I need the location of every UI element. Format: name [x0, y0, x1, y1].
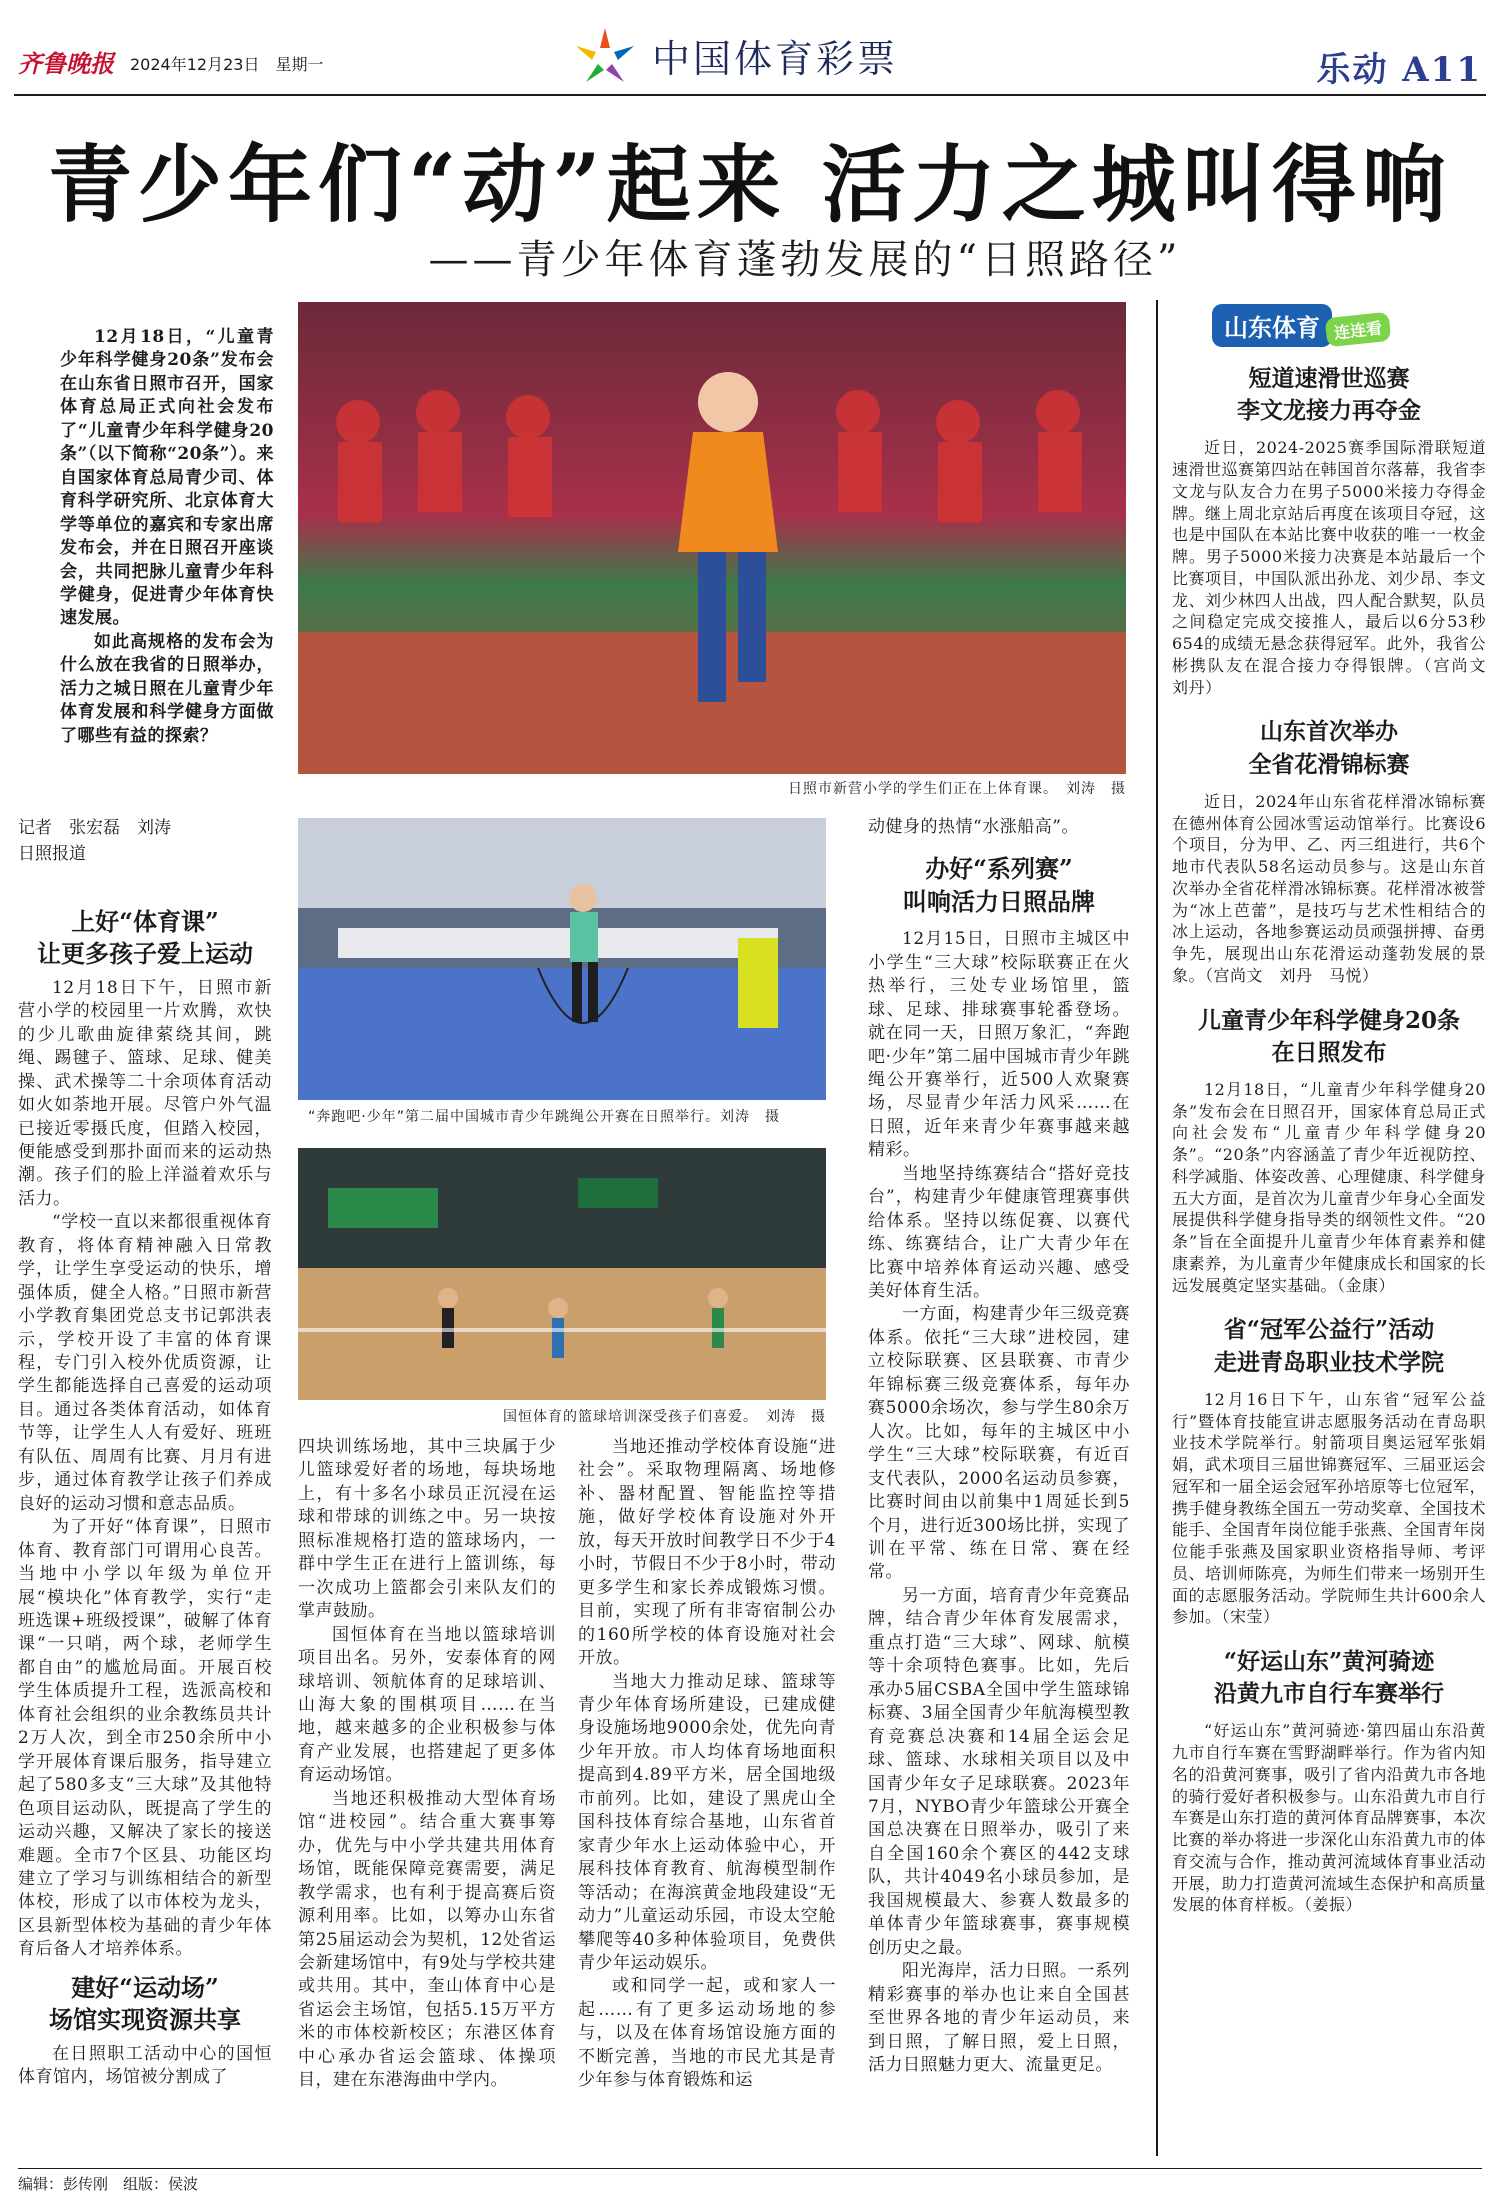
side-item-title: 儿童青少年科学健身20条 在日照发布	[1197, 1006, 1460, 1066]
side-item-text: “好运山东”黄河骑迹·第四届山东沿黄九市自行车赛在雪野湖畔举行。作为省内知名的沿黄河赛事，吸引了省内沿黄九市各地的骑行爱好者积极参与。山东沿黄九市自行车赛是山东打造的黄河体育品牌赛事，本次比赛的举办将进一步深化山东沿黄九市的体育交流与合作，推动黄河流域体育事业活动开展，助力打造黄河流域生态保护和高质量发展的体育样板。（姜振）	[1172, 1721, 1486, 1915]
col4-lead: 动健身的热情“水涨船高”。	[868, 817, 1079, 837]
byline-reporters: 记者 张宏磊 刘涛	[18, 818, 171, 838]
side-item-title: 短道速滑世巡赛 李文龙接力再夺金	[1237, 365, 1421, 425]
sidebar-shandong-sports	[1156, 300, 1486, 2156]
photo3-caption: 国恒体育的篮球培训深受孩子们喜爱。 刘涛 摄	[503, 1409, 826, 1425]
top-rule	[14, 94, 1486, 96]
sidebar-badge	[1212, 304, 1486, 347]
section-series: 办好“系列赛” 叫响活力日照品牌	[903, 854, 1095, 916]
side-item-text: 12月18日，“儿童青少年科学健身20条”发布会在日照召开，国家体育总局正式向社会发布“儿童青少年科学健身20条”。“20条”内容涵盖了青少年近视防控、科学减脂、体姿改善、心理健康、科学健身五大方面，是首次为儿童青少年身心全面发展提供科学健身指导类的纲领性文件。“20条”旨在全面提升儿童青少年体育素养和健康素养，为儿童青少年健康成长和国家的长远发展奠定坚实基础。（金康）	[1172, 1079, 1486, 1295]
side-item	[1172, 363, 1486, 698]
side-item-text: 近日，2024年山东省花样滑冰锦标赛在德州体育公园冰雪运动馆举行。比赛设6个项目，分为甲、乙、丙三组进行，共6个地市代表队58名运动员参与。这是山东首次举办全省花样滑冰锦标赛。花样滑冰被誉为“冰上芭蕾”，是技巧与艺术性相结合的冰上运动，各地参赛运动员顽强拼搏、奋勇争先，展现出山东花滑运动蓬勃发展的景象。（宫尚文 刘丹 马悦）	[1172, 791, 1486, 985]
side-item	[1172, 1005, 1486, 1297]
byline-location: 日照报道	[18, 843, 86, 864]
section-venues: 建好“运动场” 场馆实现资源共享	[49, 1972, 241, 2035]
side-item-title: 省“冠军公益行”活动 走进青岛职业技术学院	[1214, 1316, 1444, 1376]
page-label: 乐动 A11	[1316, 50, 1482, 90]
col4-p2: 当地坚持练赛结合“搭好竞技台”，构建青少年健康管理赛事供给体系。坚持以练促赛、以赛代练、练赛结合，让广大青少年在比赛中培养体育运动兴趣、感受美好体育生活。	[868, 1163, 1130, 1302]
lottery-name: 中国体育彩票	[652, 36, 899, 81]
col4-p5: 阳光海岸，活力日照。一系列精彩赛事的举办也让来自全国甚至世界各地的青少年运动员，来到日照，了解日照，爱上日照，活力日照魅力更大、流量更足。	[868, 1961, 1130, 2075]
column-2	[298, 1436, 556, 2156]
lottery-logo	[570, 22, 950, 88]
footer-editors: 编辑：彭传刚 组版：侯波	[18, 2168, 1482, 2194]
col3-p3: 或和同学一起，或和家人一起……有了更多运动场地的参与，以及在体育场馆设施方面的不断完善，当地的市民尤其是青少年参与体育锻炼和运	[578, 1976, 836, 2091]
intro-p2: 如此高规格的发布会为什么放在我省的日照举办，活力之城日照在儿童青少年体育发展和科学健身方面做了哪些有益的探索？	[60, 631, 274, 746]
photo1-caption: 日照市新营小学的学生们正在上体育课。 刘涛 摄	[788, 781, 1126, 797]
photo-rope-skipping	[298, 818, 826, 1100]
col1-p2: “学校一直以来都很重视体育教育，将体育精神融入日常教学，让学生享受运动的快乐，增强体质，健全人格。”日照市新营小学教育集团党总支书记郭洪表示，学校开设了丰富的体育课程，专门引入校外优质资源，让学生都能选择自己喜爱的运动项目。通过各类体育活动，如体育节等，让学生人人有爱好、班班有队伍、周周有比赛、月月有进步，通过体育教学让孩子们养成良好的运动习惯和意志品质。	[18, 1212, 272, 1514]
side-item-text: 近日，2024-2025赛季国际滑联短道速滑世巡赛第四站在韩国首尔落幕，我省李文龙与队友合力在男子5000米接力夺得金牌。继上周北京站后再度在该项目夺冠，这也是中国队在本站比赛中收获的唯一一枚金牌。男子5000米接力决赛是本站最后一个比赛项目，中国队派出孙龙、刘少昂、李文龙、刘少林四人出战，四人配合默契，队员之间稳定完成交接推人，最后以6分53秒654的成绩无悬念获得冠军。此外，我省公彬携队友在混合接力夺得银牌。（宫尚文 刘丹）	[1172, 438, 1486, 697]
lottery-star-icon	[570, 24, 640, 86]
badge-lianliankan: 连连看	[1325, 312, 1392, 348]
col2-p3: 当地还积极推动大型体育场馆“进校园”。结合重大赛事筹办，优先与中小学共建共用体育场馆，既能保障竞赛需要，满足教学需求，也有利于提高赛后资源利用率。比如，以筹办山东省第25届运动会为契机，12处省运会新建场馆中，有9处与学校共建或共用。其中，奎山体育中心是省运会主场馆，包括5.15万平方米的市体校新校区；东港区体育中心承办省运会篮球、体操项目，建在东港海曲中学内。	[298, 1788, 556, 2091]
col2-p1: 四块训练场地，其中三块属于少儿篮球爱好者的场地，每块场地上，有十多名小球员正沉浸在运球和带球的训练之中。另一块按照标准规格打造的篮球场内，一群中学生正在进行上篮训练，每一次成功上篮都会引来队友们的掌声鼓励。	[298, 1437, 556, 1622]
intro	[60, 326, 274, 746]
col3-p1: 当地还推动学校体育设施“进社会”。采取物理隔离、场地修补、器材配置、智能监控等措施，做好学校体育设施对外开放，每天开放时间教学日不少于4小时，节假日不少于8小时，带动更多学生和家长养成锻炼习惯。目前，实现了所有非寄宿制公办的160所学校的体育设施对社会开放。	[578, 1437, 836, 1669]
masthead: 齐鲁晚报	[18, 49, 114, 78]
side-item-title: 山东首次举办 全省花滑锦标赛	[1248, 718, 1410, 778]
date: 2024年12月23日 星期一	[130, 55, 324, 74]
side-item	[1172, 716, 1486, 986]
column-4	[868, 816, 1130, 2156]
photo-pe-class	[298, 302, 1126, 774]
photo2-caption: “奔跑吧·少年”第二届中国城市青少年跳绳公开赛在日照举行。刘涛 摄	[308, 1109, 780, 1125]
column-3	[578, 1436, 836, 2156]
byline	[18, 816, 268, 872]
side-item	[1172, 1646, 1486, 1916]
col1-p1: 12月18日下午，日照市新营小学的校园里一片欢腾，欢快的少儿歌曲旋律萦绕其间，跳绳、踢毽子、篮球、足球、健美操、武术操等二十余项体育活动如火如荼地开展。尽管户外气温已接近零摄氏度，但踏入校园，便能感受到那扑面而来的运动热潮。孩子们的脸上洋溢着欢乐与活力。	[18, 977, 272, 1209]
column-1	[18, 900, 272, 2170]
intro-p1: 12月18日，“儿童青少年科学健身20条”发布会在山东省日照市召开，国家体育总局正式向社会发布了“儿童青少年科学健身20条”（以下简称“20条”）。来自国家体育总局青少司、体育科学研究所、北京体育大学等单位的嘉宾和专家出席发布会，并在日照召开座谈会，共同把脉儿童青少年科学健身，促进青少年体育快速发展。	[60, 327, 274, 629]
side-item	[1172, 1314, 1486, 1628]
section-pe-class: 上好“体育课” 让更多孩子爱上运动	[37, 907, 253, 969]
col1-p3: 为了开好“体育课”，日照市体育、教育部门可谓用心良苦。当地中小学以年级为单位开展“模块化”体育教学，实行“走班选课+班级授课”，破解了体育课“一只哨，两个球，老师学生都自由”的尴尬局面。开展百校学生体质提升工程，选派高校和体育社会组织的业余教练员共计2万人次，到全市250余所中小学开展体育课后服务，指导建立起了580多支“三大球”及其他特色项目运动队，既提高了学生的运动兴趣，又解决了家长的接送难题。全市7个区县、功能区均建立了学习与训练相结合的新型体校，形成了以市体校为龙头，区县新型体校为基础的青少年体育后备人才培养体系。	[18, 1517, 272, 1960]
col3-p2: 当地大力推动足球、篮球等青少年体育场所建设，已建成健身设施场地9000余处，优先向青少年开放。市人均体育场地面积提高到4.89平方米，居全国地级市前列。比如，建设了黑虎山全国科技体育综合基地，山东省首家青少年水上运动体验中心，开展科技体育教育、航海模型制作等活动；在海滨黄金地段建设“无动力”儿童运动乐园，市设太空舱攀爬等40多种体验项目，免费供青少年运动娱乐。	[578, 1671, 836, 1973]
headline: 青少年们“动”起来 活力之城叫得响	[48, 135, 1452, 234]
col4-p4: 另一方面，培育青少年竞赛品牌，结合青少年体育发展需求，重点打造“三大球”、网球、航模等十余项特色赛事。比如，先后承办5届CSBA全国中学生篮球锦标赛、3届全国青少年航海模型教育竞赛总决赛和14届全运会足球、篮球、水球相关项目以及中国青少年女子足球联赛。2023年7月，NYBO青少年篮球公开赛全国总决赛在日照举办，吸引了来自全国160余个赛区的442支球队，共计4049名小球员参加，是我国规模最大、参赛人数最多的单体青少年篮球赛事，赛事规模创历史之最。	[868, 1585, 1130, 1958]
photo-basketball-training	[298, 1148, 826, 1400]
subhead: ——青少年体育蓬勃发展的“日照路径”	[428, 237, 1182, 283]
badge-shandong: 山东体育	[1212, 304, 1332, 347]
side-item-text: 12月16日下午，山东省“冠军公益行”暨体育技能宣讲志愿服务活动在青岛职业技术学院举行。射箭项目奥运冠军张娟娟，武术项目三届世锦赛冠军、三届亚运会冠军和一届全运会冠军孙培原等七位冠军，携手健身教练全国五一劳动奖章、全国技术能手、全国青年岗位能手张燕、全国青年岗位能手张燕及国家职业资格指导师、考评员、培训师陈亮，为师生们带来一场别开生面的志愿服务活动。学院师生共计600余人参加。（宋莹）	[1172, 1389, 1486, 1627]
col4-p3: 一方面，构建青少年三级竞赛体系。依托“三大球”进校园，建立校际联赛、区县联赛、市青少年锦标赛三级竞赛体系，每年办赛5000余场次，参与学生80余万人次。比如，每年的主城区中小学生“三大球”校际联赛，有近百支代表队，2000名运动员参赛，比赛时间由以前集中1周延长到5个月，进行近300场比拼，实现了训在平常、练在日常、赛在经常。	[868, 1304, 1130, 1583]
col1-p4: 在日照职工活动中心的国恒体育馆内，场馆被分割成了	[18, 2043, 272, 2088]
side-item-title: “好运山东”黄河骑迹 沿黄九市自行车赛举行	[1214, 1648, 1444, 1708]
col4-p1: 12月15日，日照市主城区中小学生“三大球”校际联赛正在火热举行，三处专业场馆里，篮球、足球、排球赛事轮番登场。就在同一天，日照万象汇，“奔跑吧·少年”第二届中国城市青少年跳绳公开赛举行，近500人欢聚赛场，尽显青少年活力风采……在日照，近年来青少年赛事越来越精彩。	[868, 929, 1130, 1161]
col2-p2: 国恒体育在当地以篮球培训项目出名。另外，安泰体育的网球培训、领航体育的足球培训、山海大象的围棋项目……在当地，越来越多的企业积极参与体育产业发展，也搭建起了更多体育运动场馆。	[298, 1624, 556, 1786]
